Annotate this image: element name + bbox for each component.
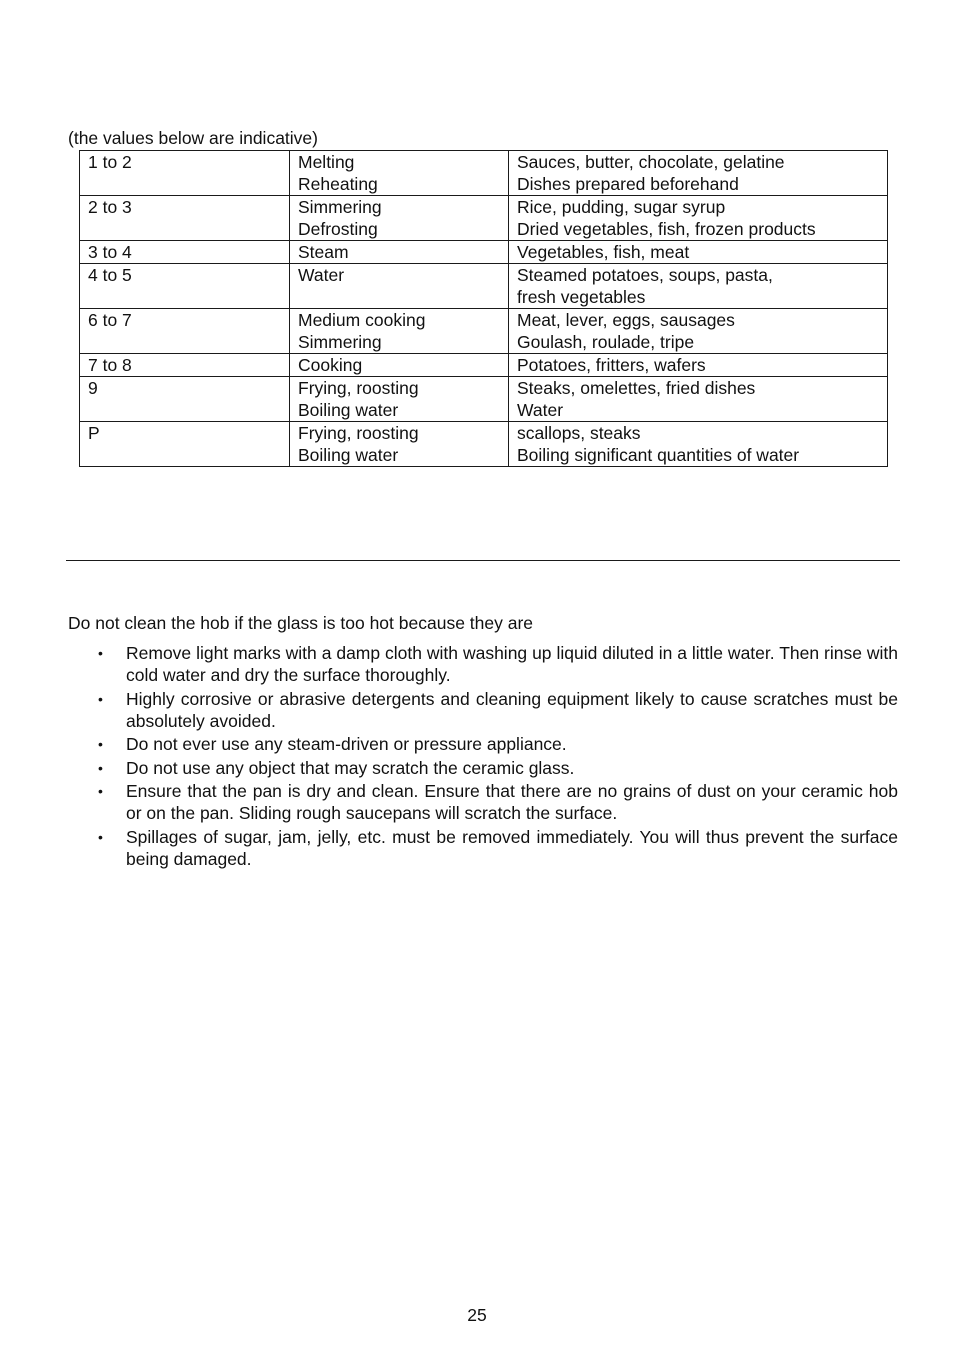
use-cell xyxy=(290,309,509,354)
tip-text: Remove light marks with a damp cloth with washing up liquid diluted in a little water. Then rinse with cold water and dry the surface thoroughly. xyxy=(126,643,898,685)
table-row xyxy=(80,309,888,354)
power-level-cell xyxy=(80,151,290,196)
bullet-icon: • xyxy=(98,690,103,707)
bullet-icon: • xyxy=(98,783,103,799)
foods-text: fresh vegetables xyxy=(517,287,646,307)
foods-cell xyxy=(509,354,888,377)
power-level: 7 to 8 xyxy=(88,355,132,375)
table-row xyxy=(80,151,888,196)
foods-text: scallops, steaks xyxy=(517,423,641,443)
foods-text: Vegetables, fish, meat xyxy=(517,242,690,262)
power-level: 4 to 5 xyxy=(88,265,132,285)
bullet-icon: • xyxy=(98,759,103,776)
list-item xyxy=(68,757,898,779)
power-level-cell xyxy=(80,241,290,264)
tip-text: Highly corrosive or abrasive detergents and cleaning equipment likely to cause scratches must be absolutely avoided. xyxy=(126,688,898,731)
bullet-icon: • xyxy=(98,828,103,845)
foods-text: Goulash, roulade, tripe xyxy=(517,332,695,352)
table-row xyxy=(80,264,888,309)
use-text: Cooking xyxy=(298,355,363,375)
use-cell xyxy=(290,196,509,241)
use-text: Steam xyxy=(298,242,349,262)
list-item xyxy=(68,688,898,732)
tip-text: Do not ever use any steam-driven or pressure appliance. xyxy=(126,734,567,754)
use-text: Boiling water xyxy=(298,445,399,465)
table-row xyxy=(80,422,888,467)
tip-text: Spillages of sugar, jam, jelly, etc. must be removed immediately. You will thus prevent the surface being damaged. xyxy=(126,826,898,869)
table-row xyxy=(80,354,888,377)
use-text: Boiling water xyxy=(298,400,399,420)
foods-cell xyxy=(509,377,888,422)
foods-cell xyxy=(509,422,888,467)
table-row xyxy=(80,377,888,422)
foods-text: Sauces, butter, chocolate, gelatine xyxy=(517,152,785,172)
foods-text: Steaks, omelettes, fried dishes xyxy=(517,378,756,398)
list-item xyxy=(68,780,898,824)
foods-text: Steamed potatoes, soups, pasta, xyxy=(517,265,773,285)
indicative-values-note: (the values below are indicative) xyxy=(68,128,318,148)
foods-cell xyxy=(509,309,888,354)
tip-text: Do not use any object that may scratch the ceramic glass. xyxy=(126,757,575,778)
cooking-levels-table xyxy=(79,150,888,467)
use-text: Simmering xyxy=(298,332,382,352)
foods-text: Dishes prepared beforehand xyxy=(517,174,739,194)
cleaning-intro: Do not clean the hob if the glass is too hot because they are xyxy=(68,613,534,633)
power-level: 3 to 4 xyxy=(88,242,132,262)
foods-text: Meat, lever, eggs, sausages xyxy=(517,310,735,330)
foods-text: Rice, pudding, sugar syrup xyxy=(517,197,726,217)
list-item xyxy=(68,826,898,870)
use-cell xyxy=(290,264,509,309)
page-number: 25 xyxy=(467,1305,487,1325)
use-text: Frying, roosting xyxy=(298,423,419,443)
use-cell xyxy=(290,377,509,422)
use-text: Simmering xyxy=(298,197,382,217)
power-level: 9 xyxy=(88,378,98,398)
table-row xyxy=(80,196,888,241)
cleaning-tips-list xyxy=(68,642,898,871)
power-level: P xyxy=(88,423,100,443)
foods-cell xyxy=(509,196,888,241)
use-text: Water xyxy=(298,265,345,285)
power-level-cell xyxy=(80,377,290,422)
list-item xyxy=(68,733,898,755)
use-cell xyxy=(290,241,509,264)
power-level: 6 to 7 xyxy=(88,310,132,330)
power-level: 2 to 3 xyxy=(88,197,132,217)
foods-text: Dried vegetables, fish, frozen products xyxy=(517,219,816,239)
tip-text: Ensure that the pan is dry and clean. Ensure that there are no grains of dust on your ceramic hob or on the pan. Sliding rough saucepans will scratch the surface. xyxy=(126,781,898,823)
use-cell xyxy=(290,151,509,196)
foods-cell xyxy=(509,241,888,264)
bullet-icon: • xyxy=(98,645,103,661)
use-text: Melting xyxy=(298,152,355,172)
table-row xyxy=(80,241,888,264)
bullet-icon: • xyxy=(98,736,103,752)
use-text: Medium cooking xyxy=(298,310,426,330)
power-level-cell xyxy=(80,196,290,241)
power-level-cell xyxy=(80,264,290,309)
use-cell xyxy=(290,422,509,467)
power-level-cell xyxy=(80,354,290,377)
foods-cell xyxy=(509,151,888,196)
foods-cell xyxy=(509,264,888,309)
foods-text: Water xyxy=(517,400,564,420)
foods-text: Potatoes, fritters, wafers xyxy=(517,355,706,375)
section-divider xyxy=(66,560,900,561)
use-cell xyxy=(290,354,509,377)
use-text: Defrosting xyxy=(298,219,378,239)
use-text: Frying, roosting xyxy=(298,378,419,398)
foods-text: Boiling significant quantities of water xyxy=(517,445,800,465)
power-level-cell xyxy=(80,309,290,354)
use-text: Reheating xyxy=(298,174,378,194)
list-item xyxy=(68,642,898,686)
power-level: 1 to 2 xyxy=(88,152,132,172)
power-level-cell xyxy=(80,422,290,467)
cooking-levels-table-body xyxy=(80,151,888,467)
